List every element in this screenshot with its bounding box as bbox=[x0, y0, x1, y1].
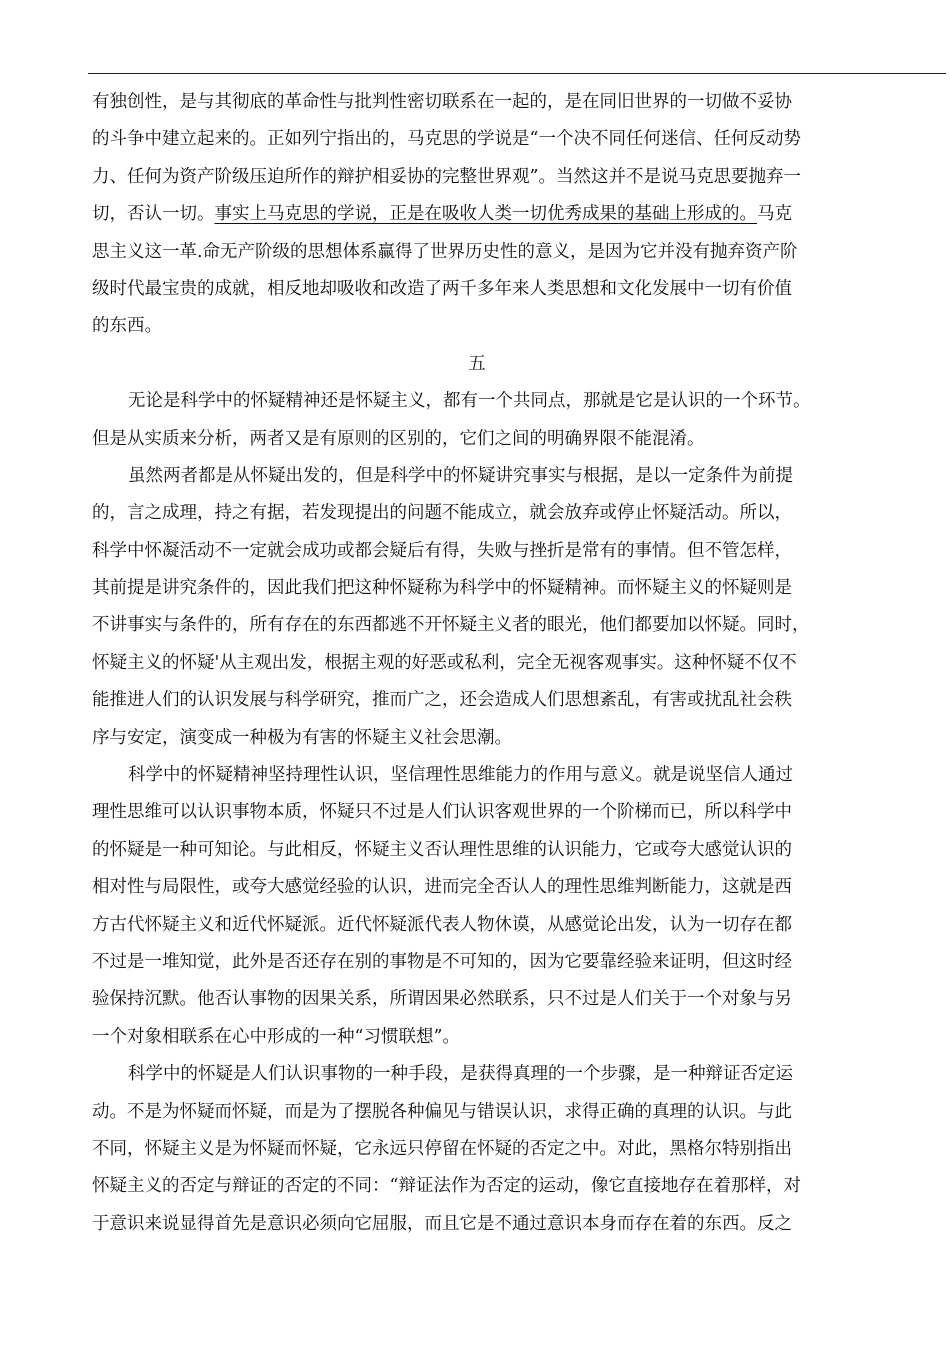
text-segment: 马克 bbox=[757, 204, 792, 225]
text-line: 验保持沉默。他否认事物的因果关系，所谓因果必然联系，只不过是人们关于一个对象与另 bbox=[92, 989, 792, 1010]
text-line bbox=[92, 196, 862, 233]
text-line: 的，言之成理，持之有据，若发现提出的问题不能成立，就会放弃或停止怀疑活动。所以， bbox=[92, 503, 792, 524]
text-line: 的斗争中建立起来的。正如列宁指出的，马克思的学说是“一个决不同任何迷信、任何反动势 bbox=[92, 129, 801, 150]
text-line: 相对性与局限性，或夸大感觉经验的认识，进而完全否认人的理性思维判断能力，这就是西 bbox=[92, 877, 792, 898]
paragraph-first-line: 科学中的怀疑是人们认识事物的一种手段，是获得真理的一个步骤，是一种辩证否定运 bbox=[128, 1064, 793, 1085]
section-heading: 五 bbox=[468, 353, 486, 374]
text-line: 不同，怀疑主义是为怀疑而怀疑，它永远只停留在怀疑的否定之中。对此，黑格尔特别指出 bbox=[92, 1138, 792, 1159]
text-line: 的怀疑是一种可知论。与此相反，怀疑主义否认理性思维的认识能力，它或夸大感觉认识的 bbox=[92, 839, 792, 860]
underlined-sentence: 事实上马克思的学说，正是在吸收人类一切优秀成果的基础上形成的。 bbox=[214, 204, 757, 225]
paragraph-first-line: 虽然两者都是从怀疑出发的，但是科学中的怀疑讲究事实与根据，是以一定条件为前提 bbox=[128, 465, 793, 486]
text-line: 力、任何为资产阶级压迫所作的辩护相妥协的完整世界观”。当然这并不是说马克思要抛弃一 bbox=[92, 166, 801, 187]
text-line: 不过是一堆知觉，此外是否还存在别的事物是不可知的，因为它要靠经验来证明，但这时经 bbox=[92, 951, 792, 972]
header-rule bbox=[88, 73, 946, 74]
text-line: 怀疑主义的否定与辩证的否定的不同：“辩证法作为否定的运动，像它直接地存在着那样，对 bbox=[92, 1176, 801, 1197]
text-line: 方古代怀疑主义和近代怀疑派。近代怀疑派代表人物休谟，从感觉论出发，认为一切存在都 bbox=[92, 914, 792, 935]
text-line: 不讲事实与条件的，所有存在的东西都逃不开怀疑主义者的眼光，他们都要加以怀疑。同时， bbox=[92, 615, 810, 636]
text-line: 理性思维可以认识事物本质，怀疑只不过是人们认识客观世界的一个阶梯而已，所以科学中 bbox=[92, 802, 792, 823]
text-line: 于意识来说显得首先是意识必须向它屈服，而且它是不通过意识本身而存在着的东西。反之 bbox=[92, 1213, 792, 1234]
paragraph-first-line: 无论是科学中的怀疑精神还是怀疑主义，都有一个共同点，那就是它是认识的一个环节。 bbox=[128, 391, 811, 412]
text-line: 的东西。 bbox=[92, 316, 162, 337]
text-line: 科学中怀凝活动不一定就会成功或都会疑后有得，失败与挫折是常有的事情。但不管怎样， bbox=[92, 540, 792, 561]
text-line: 能推进人们的认识发展与科学研究，推而广之，还会造成人们思想紊乱，有害或扰乱社会秩 bbox=[92, 690, 792, 711]
text-segment: 切，否认一切。 bbox=[92, 204, 215, 225]
text-line: 动。不是为怀疑而怀疑，而是为了摆脱各种偏见与错误认识，求得正确的真理的认识。与此 bbox=[92, 1101, 792, 1122]
text-line: 怀疑主义的怀疑'从主观出发，根据主观的好恶或私利，完全无视客观事实。这种怀疑不仅不 bbox=[92, 652, 797, 673]
document-body bbox=[92, 84, 862, 1243]
text-line: 思主义这一革.命无产阶级的思想体系赢得了世界历史性的意义，是因为它并没有抛弃资产阶 bbox=[92, 241, 798, 262]
text-line: 但是从实质来分析，两者又是有原则的区别的，它们之间的明确界限不能混淆。 bbox=[92, 428, 705, 449]
text-line: 序与安定，演变成一种极为有害的怀疑主义社会思潮。 bbox=[92, 727, 512, 748]
text-line: 一个对象相联系在心中形成的一种“习惯联想”。 bbox=[92, 1026, 460, 1047]
text-line: 有独创性，是与其彻底的革命性与批判性密切联系在一起的，是在同旧世界的一切做不妥协 bbox=[92, 92, 792, 112]
paragraph-first-line: 科学中的怀疑精神坚持理性认识，坚信理性思维能力的作用与意义。就是说坚信人通过 bbox=[128, 765, 793, 786]
text-line: 其前提是讲究条件的，因此我们把这种怀疑称为科学中的怀疑精神。而怀疑主义的怀疑则是 bbox=[92, 578, 792, 599]
text-line: 级时代最宝贵的成就，相反地却吸收和改造了两千多年来人类思想和文化发展中一切有价值 bbox=[92, 278, 792, 299]
